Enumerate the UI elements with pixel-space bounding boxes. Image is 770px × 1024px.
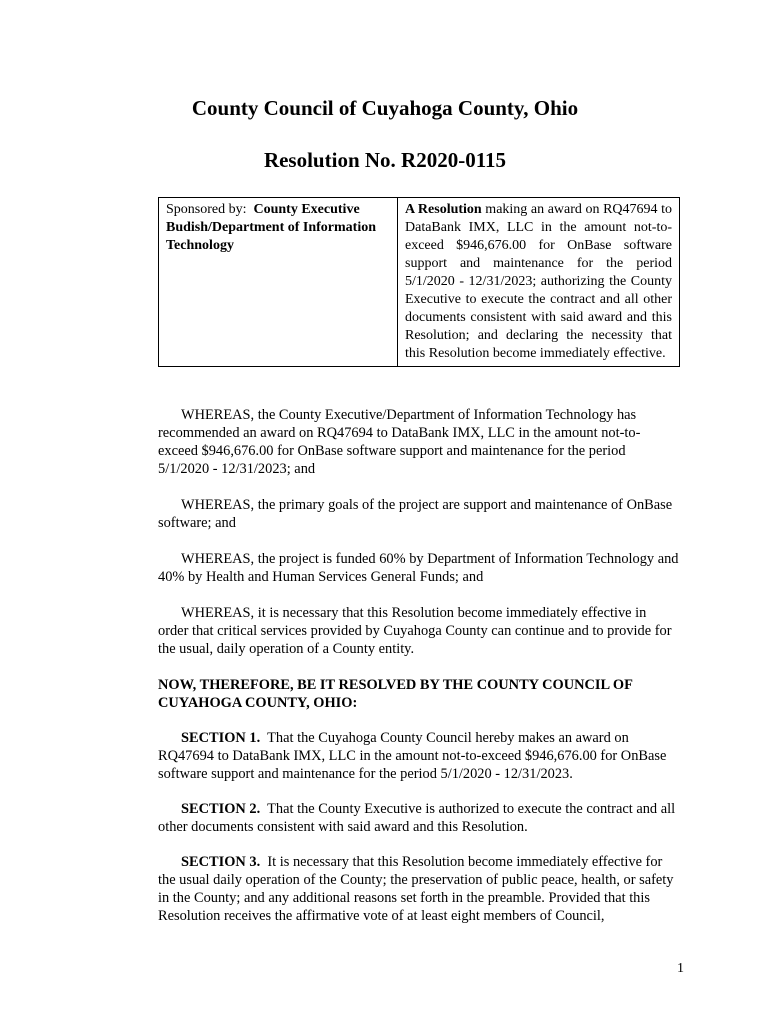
whereas-2: WHEREAS, the primary goals of the project are support and maintenance of OnBase software; and (158, 497, 673, 531)
resolution-number: Resolution No. R2020-0115 (263, 148, 507, 172)
whereas-3: WHEREAS, the project is funded 60% by Department of Information Technology and 40% by Health and Human Services General Funds; and (158, 551, 679, 585)
sponsored-by-label: Sponsored by: (166, 202, 247, 217)
resolution-lead: A Resolution (405, 202, 482, 217)
sponsor-cell (159, 198, 398, 367)
page-number: 1 (677, 961, 684, 976)
section-2-text: That the County Executive is authorized to execute the contract and all other documents consistent with said award and this Resolution. (158, 801, 676, 835)
resolution-summary-cell (398, 198, 680, 367)
section-3 (158, 853, 680, 925)
section-1-heading: SECTION 1. (181, 730, 261, 746)
section-2-heading: SECTION 2. (181, 801, 261, 817)
section-3-heading: SECTION 3. (181, 854, 261, 870)
resolved-clause: NOW, THEREFORE, BE IT RESOLVED BY THE COUNTY COUNCIL OF CUYAHOGA COUNTY, OHIO: (158, 677, 633, 711)
section-3-text: It is necessary that this Resolution become immediately effective for the usual daily operation of the County; the preservation of public peace, health, or safety in the County; and any additional reasons set forth in the preamble. Provided that this Resolution receives the affirmative vote of at least eight members of Council, (158, 854, 674, 924)
whereas-1: WHEREAS, the County Executive/Department of Information Technology has recommended an award on RQ47694 to DataBank IMX, LLC in the amount not-to-exceed $946,676.00 for OnBase software support and maintenance for the period 5/1/2020 - 12/31/2023; and (158, 407, 641, 477)
section-1-text: That the Cuyahoga County Council hereby makes an award on RQ47694 to DataBank IMX, LLC in the amount not-to-exceed $946,676.00 for OnBase software support and maintenance for the period 5/1/2020 - 12/31/2023. (158, 730, 667, 782)
council-title: County Council of Cuyahoga County, Ohio (191, 96, 579, 120)
sponsor-name: County Executive Budish/Department of Information Technology (166, 202, 377, 253)
resolution-summary: making an award on RQ47694 to DataBank IMX, LLC in the amount not-to-exceed $946,676.00 for OnBase software support and maintenance for the period 5/1/2020 - 12/31/2023; authorizing the County Executive to execute the contract and all other documents consistent with said award and this Resolution; and declaring the necessity that this Resolution become immediately effective. (405, 202, 672, 361)
section-2 (158, 800, 680, 836)
whereas-4: WHEREAS, it is necessary that this Resolution become immediately effective in order that critical services provided by Cuyahoga County can continue and to provide for the usual, daily operation of a County entity. (158, 605, 672, 657)
sponsor-table (158, 197, 680, 367)
section-1 (158, 729, 680, 783)
